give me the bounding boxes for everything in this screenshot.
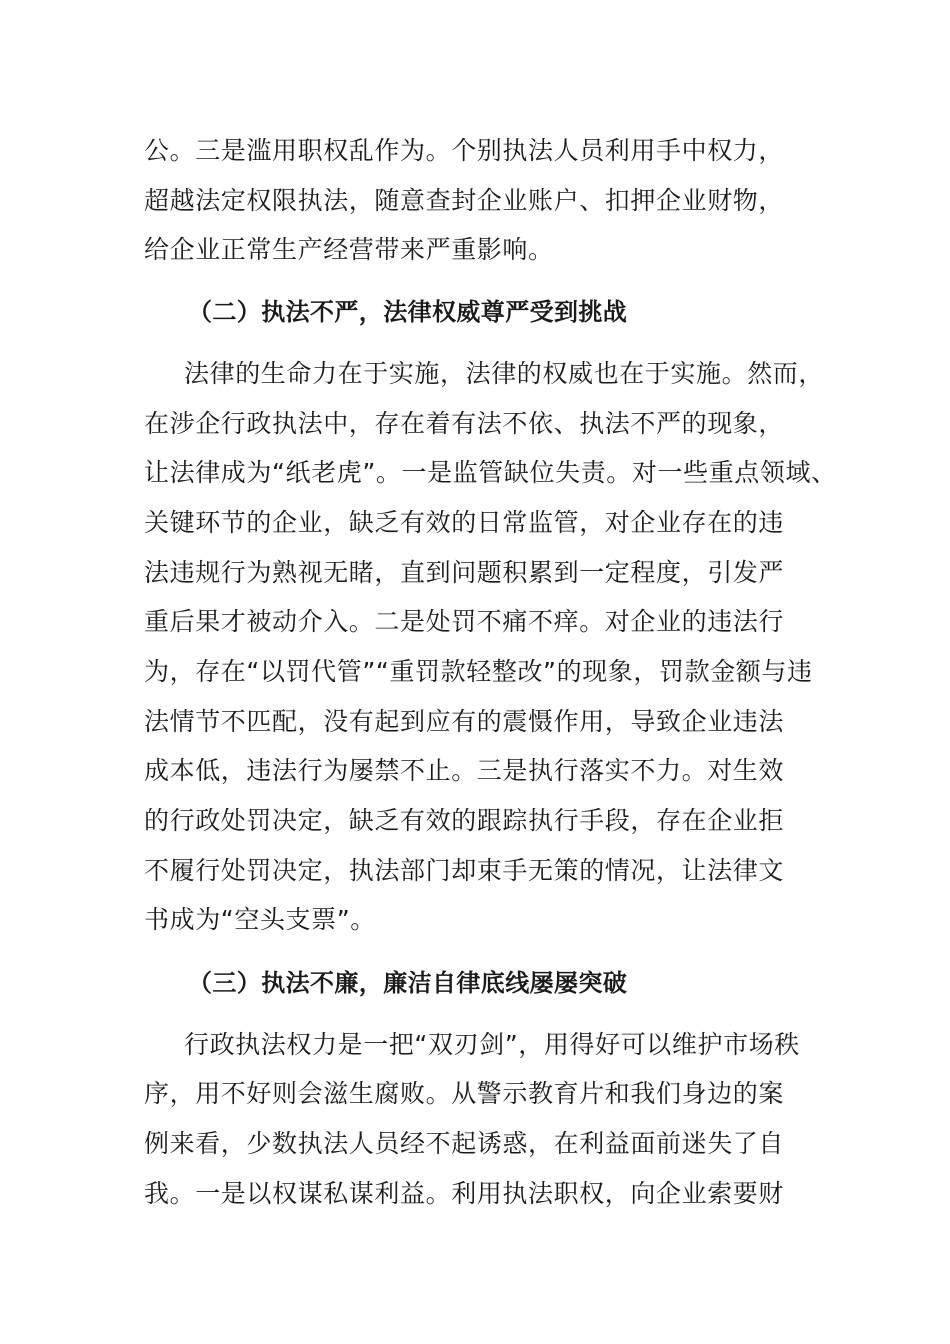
section-heading: （三）执法不廉，廉洁自律底线屡屡突破 bbox=[188, 969, 628, 997]
paragraph-line: 法律的生命力在于实施，法律的权威也在于实施。然而， bbox=[184, 359, 825, 388]
paragraph-line: 法情节不匹配，没有起到应有的震慑作用，导致企业违法 bbox=[144, 707, 785, 736]
paragraph-line: 成本低，违法行为屡禁不止。三是执行落实不力。对生效 bbox=[144, 756, 785, 785]
paragraph-line: 书成为“空头支票”。 bbox=[144, 905, 376, 934]
paragraph-line: 我。一是以权谋私谋利益。利用执法职权，向企业索要财 bbox=[144, 1179, 785, 1208]
section-heading: （二）执法不严，法律权威尊严受到挑战 bbox=[188, 298, 628, 326]
paragraph-line: 的行政处罚决定，缺乏有效的跟踪执行手段，存在企业拒 bbox=[144, 806, 785, 835]
paragraph-line: 例来看，少数执法人员经不起诱惑，在利益面前迷失了自 bbox=[144, 1129, 785, 1158]
paragraph-line: 不履行处罚决定，执法部门却束手无策的情况，让法律文 bbox=[144, 856, 785, 885]
paragraph-line: 给企业正常生产经营带来严重影响。 bbox=[144, 235, 554, 264]
paragraph-line: 行政执法权力是一把“双刃剑”，用得好可以维护市场秩 bbox=[184, 1030, 800, 1059]
paragraph-line: 超越法定权限执法，随意查封企业账户、扣押企业财物， bbox=[144, 186, 785, 215]
paragraph-line: 公。三是滥用职权乱作为。个别执法人员利用手中权力， bbox=[144, 136, 785, 165]
paragraph-line: 让法律成为“纸老虎”。一是监管缺位失责。对一些重点领域、 bbox=[144, 458, 837, 487]
paragraph-line: 序，用不好则会滋生腐败。从警示教育片和我们身边的案 bbox=[144, 1079, 785, 1108]
paragraph-line: 关键环节的企业，缺乏有效的日常监管，对企业存在的违 bbox=[144, 508, 785, 537]
paragraph-line: 重后果才被动介入。二是处罚不痛不痒。对企业的违法行 bbox=[144, 607, 785, 636]
paragraph-line: 法违规行为熟视无睹，直到问题积累到一定程度，引发严 bbox=[144, 558, 785, 587]
paragraph-line: 在涉企行政执法中，存在着有法不依、执法不严的现象， bbox=[144, 409, 785, 438]
paragraph-line: 为，存在“以罚代管”“重罚款轻整改”的现象，罚款金额与违 bbox=[144, 657, 813, 686]
